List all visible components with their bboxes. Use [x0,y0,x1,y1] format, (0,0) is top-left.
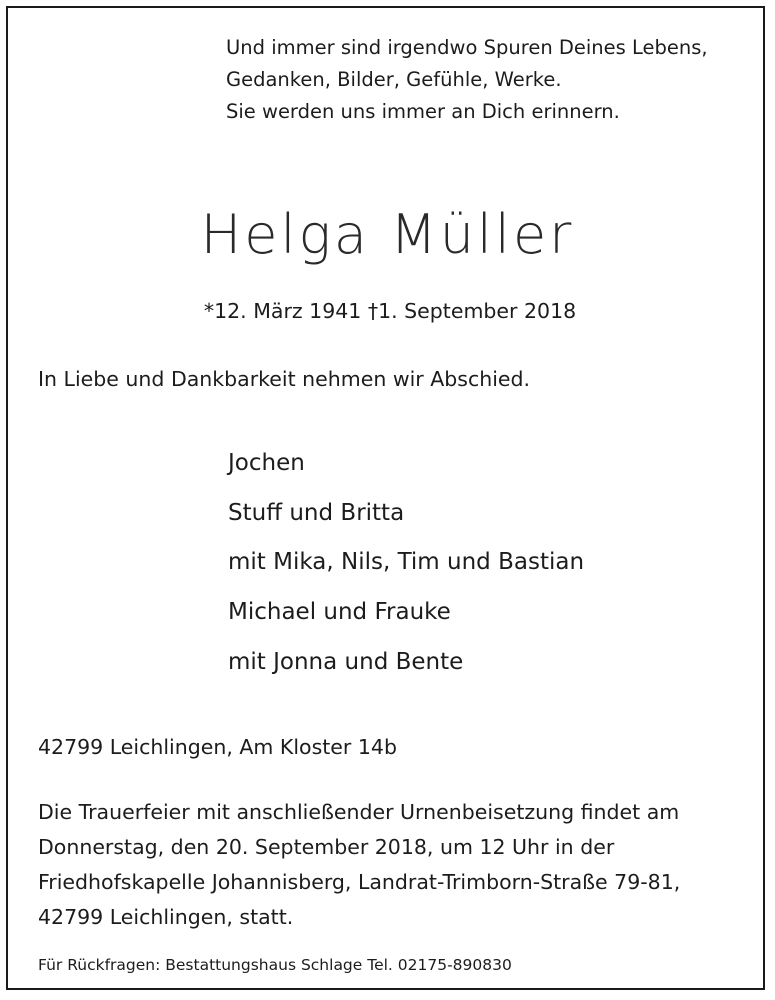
funeral-line: Die Trauerfeier mit anschließender Urnenbeisetzung findet am [38,800,680,824]
funeral-line: Friedhofskapelle Johannisberg, Landrat-Trimborn-Straße 79-81, [38,870,681,894]
funeral-details [38,795,680,935]
family-member: mit Mika, Nils, Tim und Bastian [228,549,585,576]
quote-line: Gedanken, Bilder, Gefühle, Werke. [226,68,562,91]
family-member: mit Jonna und Bente [228,648,464,675]
family-list [228,445,584,693]
family-address: 42799 Leichlingen, Am Kloster 14b [38,735,397,759]
deceased-name: Helga Müller [200,203,575,266]
funeral-line: Donnerstag, den 20. September 2018, um 12 Uhr in der [38,835,615,859]
quote-line: Und immer sind irgendwo Spuren Deines Lebens, [226,36,708,59]
family-member: Michael und Frauke [228,599,451,626]
quote-line: Sie werden uns immer an Dich erinnern. [226,100,620,123]
memorial-quote [226,32,708,128]
funeral-line: 42799 Leichlingen, statt. [38,905,294,929]
life-dates: *12. März 1941 †1. September 2018 [203,299,577,323]
family-member: Jochen [228,450,305,476]
farewell-text: In Liebe und Dankbarkeit nehmen wir Abschied. [38,367,531,391]
contact-info: Für Rückfragen: Bestattungshaus Schlage Tel. 02175-890830 [38,956,512,974]
family-member: Stuff und Britta [228,499,405,526]
